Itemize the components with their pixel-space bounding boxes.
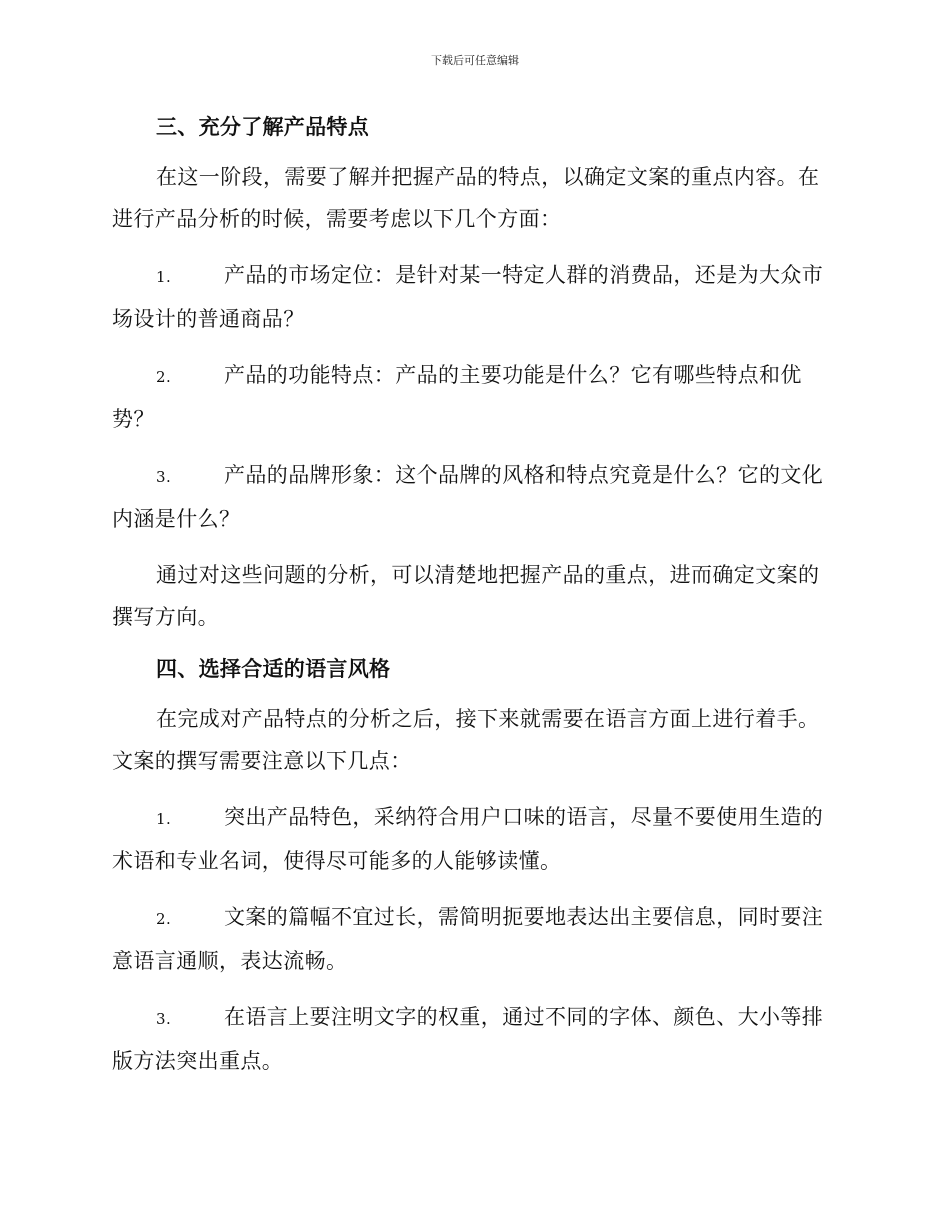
section-heading-language-style: 四、选择合适的语言风格 [156,656,391,681]
list-number: 1. [156,268,172,286]
paragraph-language-intro: 在完成对产品特点的分析之后，接下来就需要在语言方面上进行着手。文案的撰写需要注意以下几点： [112,707,820,773]
list-item [112,896,834,982]
list-item-text: 产品的市场定位：是针对某一特定人群的消费品，还是为大众市场设计的普通商品？ [112,263,824,331]
list-item [112,796,834,882]
list-number: 3. [156,468,172,486]
section-heading-product-features: 三、充分了解产品特点 [156,114,369,139]
list-item-text: 在语言上要注明文字的权重，通过不同的字体、颜色、大小等排版方法突出重点。 [112,1005,824,1073]
list-item [112,254,834,340]
list-item [112,354,834,440]
list-item [112,454,834,540]
list-number: 2. [156,910,172,928]
list-item-text: 产品的品牌形象：这个品牌的风格和特点究竟是什么？它的文化内涵是什么？ [112,463,824,531]
document-body [112,110,834,1082]
paragraph-product-analysis-conclusion: 通过对这些问题的分析，可以清楚地把握产品的重点，进而确定文案的撰写方向。 [112,563,820,629]
paragraph-product-analysis-intro: 在这一阶段，需要了解并把握产品的特点，以确定文案的重点内容。在进行产品分析的时候，需要考虑以下几个方面： [112,165,820,231]
page-header: 下载后可任意编辑 [431,54,519,67]
list-number: 2. [156,368,172,386]
list-number: 1. [156,810,172,828]
list-item [112,996,834,1082]
list-item-text: 文案的篇幅不宜过长，需简明扼要地表达出主要信息，同时要注意语言通顺，表达流畅。 [112,905,824,973]
list-number: 3. [156,1010,172,1028]
list-item-text: 突出产品特色，采纳符合用户口味的语言，尽量不要使用生造的术语和专业名词，使得尽可能多的人能够读懂。 [112,805,824,873]
list-item-text: 产品的功能特点：产品的主要功能是什么？它有哪些特点和优势？ [112,363,802,431]
